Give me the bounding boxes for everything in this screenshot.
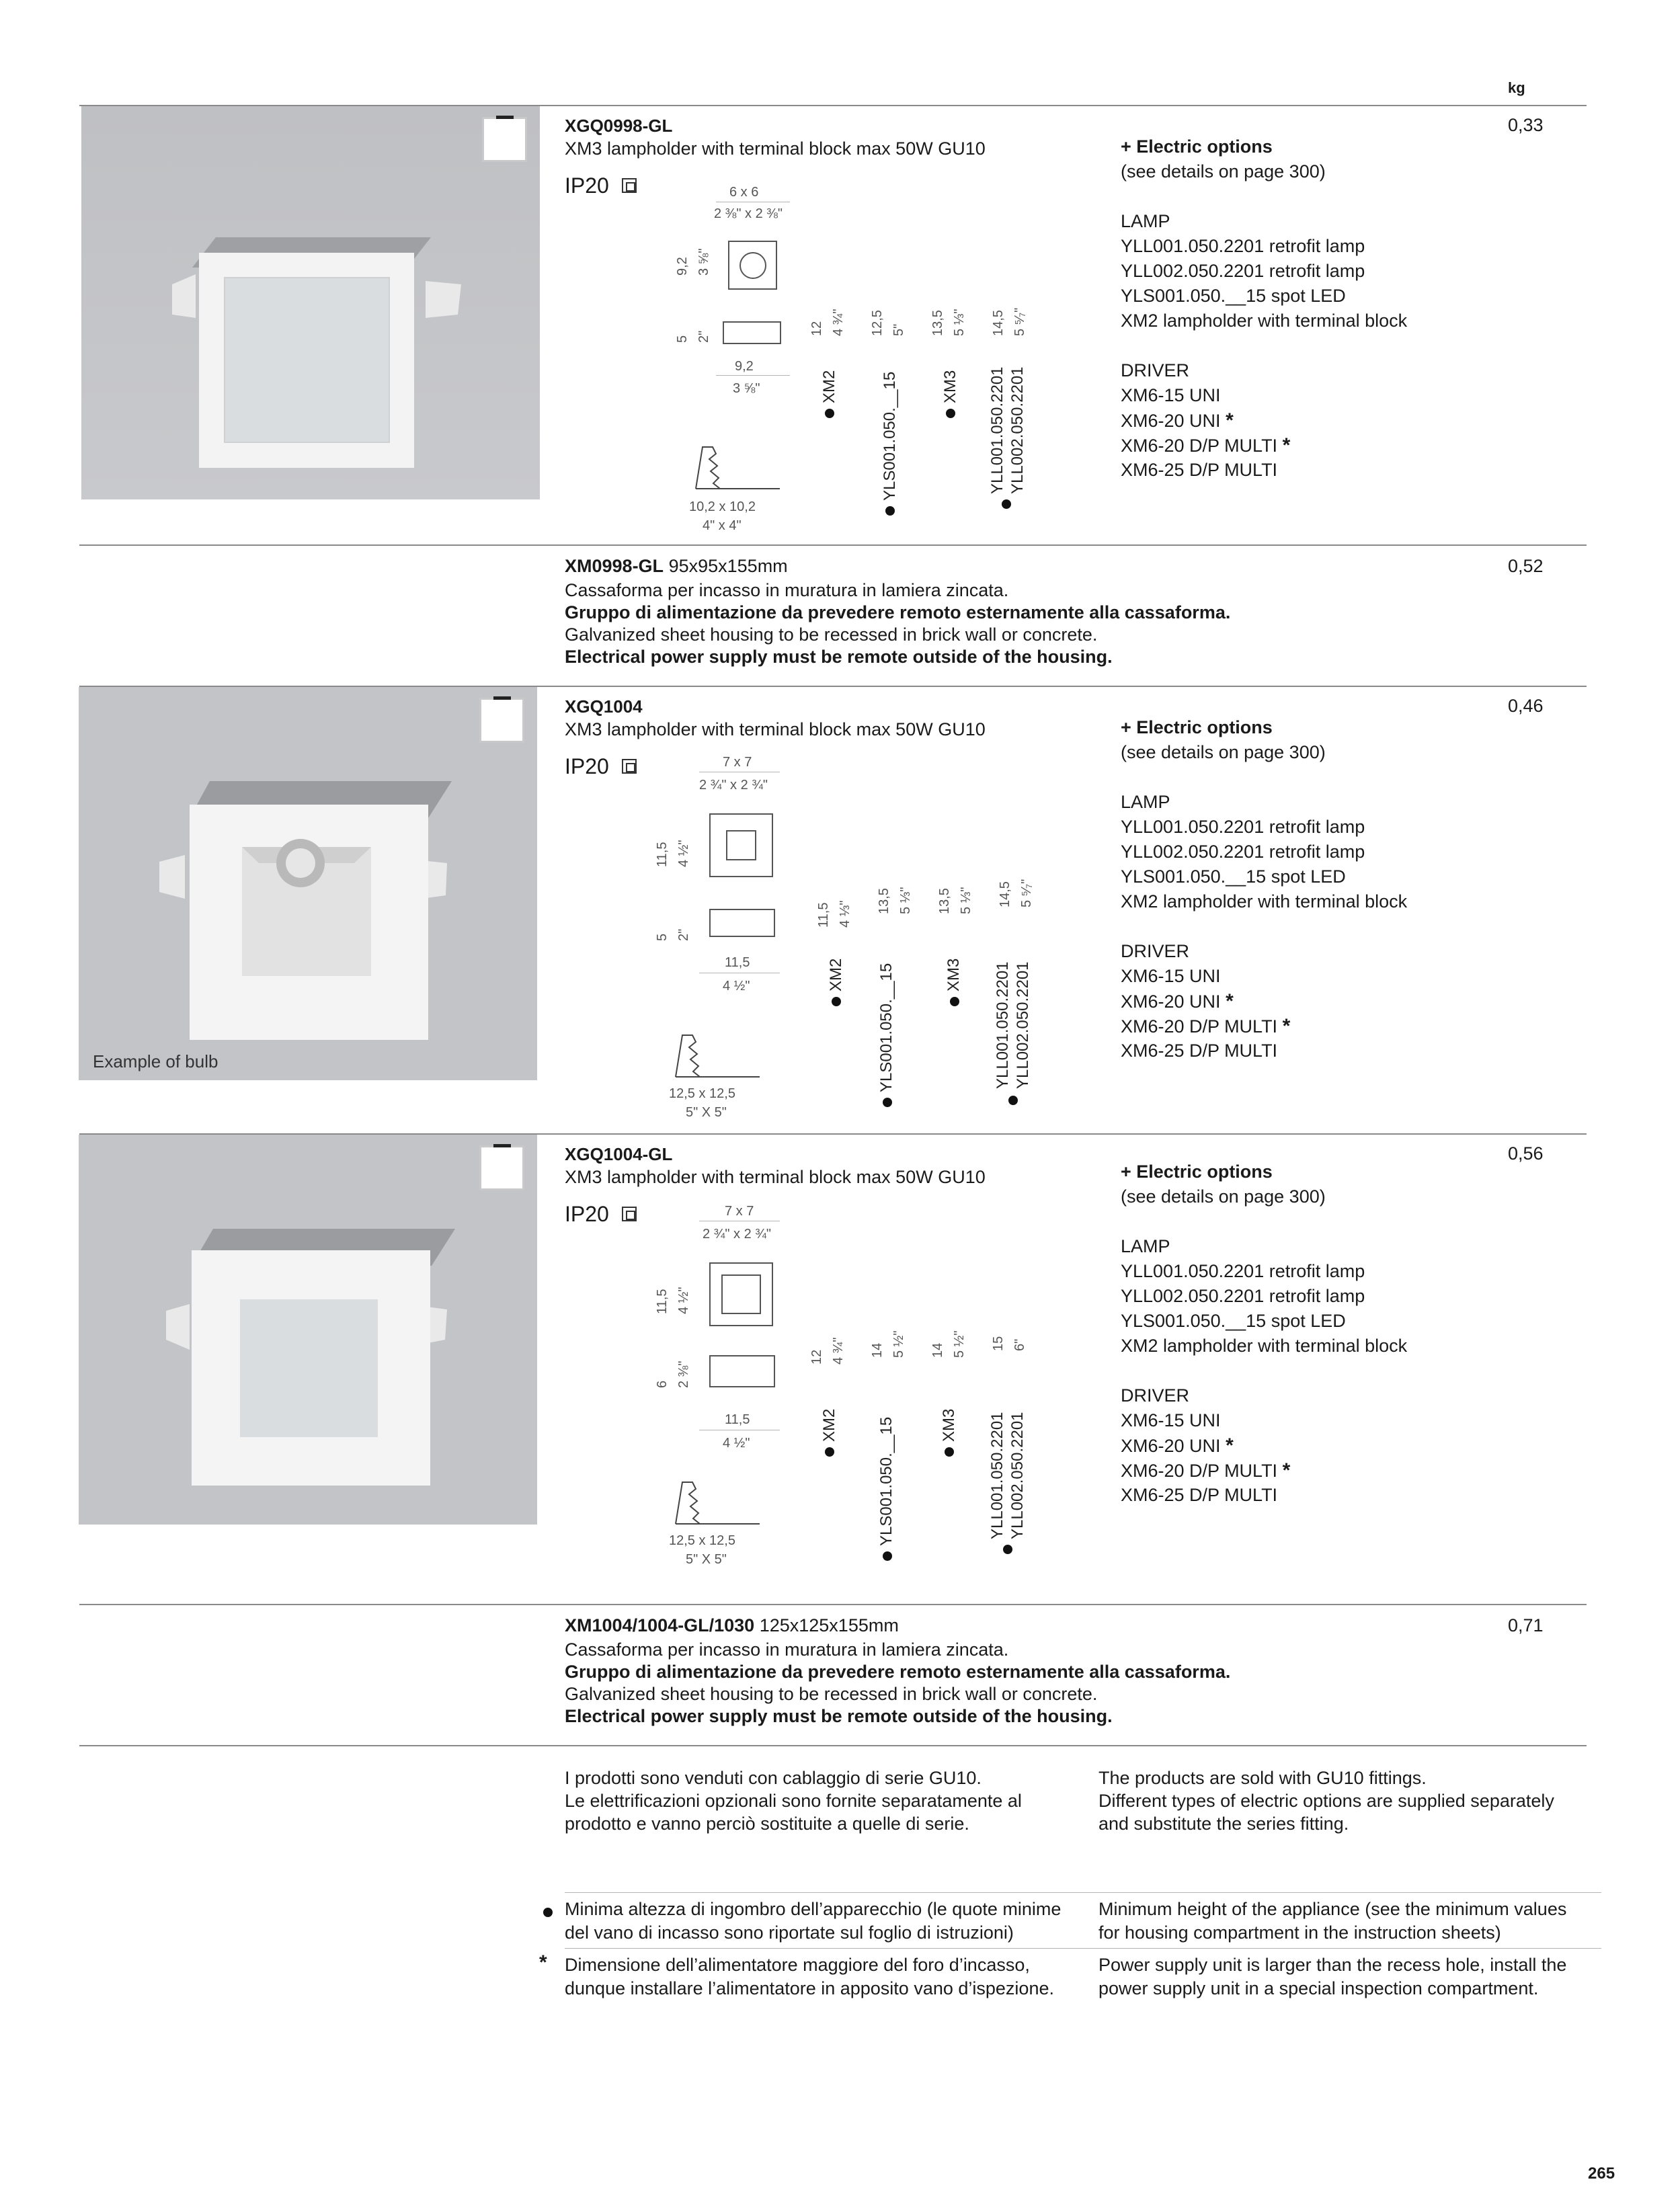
legend-star-it: dunque installare l’alimentatore in apposito vano d’ispezione. [565,1978,1054,1998]
height-xm3-cm: 14 [930,1342,945,1358]
ip-rating: IP20 [565,173,609,198]
lamp-option: YLS001.050.__15 spot LED [1121,1311,1346,1331]
legend-dot-en: Minimum height of the appliance (see the minimum values [1098,1899,1567,1919]
dim-bottom: 11,5 [725,1412,750,1427]
housing-weight: 0,71 [1508,1615,1544,1635]
lamp-option: YLL002.050.2201 retrofit lamp [1121,1286,1365,1306]
height-xm2-cm: 12 [809,1349,824,1365]
lamp-option: YLL001.050.2201 retrofit lamp [1121,236,1365,256]
height-yll-cm: 14,5 [998,881,1012,907]
driver-option: XM6-15 UNI [1121,385,1221,405]
dim-top: 7 x 7 [725,1204,754,1219]
frosted-square-fixture-image [81,106,540,499]
height-yll-inch: 6" [1012,1338,1027,1351]
height-xm3-cm: 13,5 [937,888,952,914]
dim-h1: 11,5 [655,842,670,867]
housing-weight: 0,52 [1508,556,1544,576]
lamp-xm2: XM2 [820,1408,838,1442]
legend-dot-it: Minima altezza di ingombro dell’apparecchio (le quote minime [565,1899,1062,1919]
dim-h2: 5 [655,933,670,941]
dim-top-inch: 2 ¾" x 2 ¾" [703,1227,772,1242]
height-yls-inch: 5 ⅓" [898,887,913,914]
lamp-yll1: YLL001.050.2201 [988,1412,1006,1539]
lamp-title: LAMP [1121,211,1170,231]
dim-h2-inch: 2" [676,928,691,941]
dim-h1-inch: 3 ⅝" [696,248,711,276]
electric-options-title: + Electric options [1121,717,1273,737]
dim-hole-inch: 5" X 5" [686,1105,727,1120]
photo-caption: Example of bulb [93,1051,218,1071]
frosted-square-fixture-image [79,1135,537,1525]
min-height-dot [945,1447,954,1457]
min-height-dot [832,997,841,1006]
driver-title: DRIVER [1121,1385,1190,1406]
lamp-xm2: XM2 [820,370,838,403]
height-yls-cm: 12,5 [870,310,885,336]
lamp-yll1: YLL001.050.2201 [994,961,1012,1089]
dim-h1: 11,5 [655,1289,670,1314]
dim-hole: 12,5 x 12,5 [669,1086,735,1101]
lamp-option: YLL002.050.2201 retrofit lamp [1121,261,1365,281]
electric-options-see: (see details on page 300) [1121,1186,1326,1207]
dim-hole: 12,5 x 12,5 [669,1533,735,1548]
min-height-dot [543,1908,553,1917]
min-height-dot [950,997,959,1006]
lamp-option: XM2 lampholder with terminal block [1121,891,1408,911]
height-xm2-inch: 4 ¾" [831,1337,846,1365]
top-view-inner [726,830,756,860]
star-icon: * [1226,409,1234,432]
lamp-yls: YLS001.050.__15 [881,371,899,501]
side-view-drawing [709,1355,775,1387]
height-xm2-inch: 4 ¾" [831,309,846,336]
class-ii-icon [622,178,637,193]
height-yll-cm: 14,5 [991,310,1006,336]
product-weight: 0,33 [1508,115,1544,135]
dim-hole-inch: 4" x 4" [703,518,742,533]
height-yls-inch: 5" [891,323,906,336]
dim-hole: 10,2 x 10,2 [689,499,756,514]
driver-title: DRIVER [1121,360,1190,380]
legend-mid-line [565,1948,1601,1949]
driver-option [1121,1433,1234,1459]
housing-line: Cassaforma per incasso in muratura in lamiera zincata. [565,580,1009,600]
lamp-option: YLL001.050.2201 retrofit lamp [1121,817,1365,837]
housing-size: 95x95x155mm [668,556,788,576]
product-description: XM3 lampholder with terminal block max 50W GU10 [565,138,986,159]
driver-label: XM6-20 UNI [1121,991,1221,1012]
dim-h1-inch: 4 ½" [676,1287,691,1314]
dim-h2-inch: 2" [696,330,711,343]
legend-dot-it: del vano di incasso sono riportate sul foglio di istruzioni) [565,1922,1014,1943]
driver-option: XM6-25 D/P MULTI [1121,460,1278,480]
driver-option [1121,408,1234,434]
electric-options-title: + Electric options [1121,1162,1273,1182]
lamp-title: LAMP [1121,792,1170,812]
product-code: XGQ1004-GL [565,1144,673,1164]
dim-top-inch: 2 ¾" x 2 ¾" [699,778,768,793]
recess-hole-drawing [669,1028,763,1082]
star-icon: * [539,1951,547,1974]
height-xm2-inch: 4 ⅓" [838,900,852,928]
side-view-drawing [709,909,775,937]
min-height-dot [1002,499,1011,509]
housing-line: Galvanized sheet housing to be recessed in brick wall or concrete. [565,1684,1098,1704]
product-code: XGQ0998-GL [565,116,673,136]
dim-h2-inch: 2 ⅜" [676,1361,691,1388]
product-photo-xgq1004 [79,687,537,1080]
lamp-yll1: YLL001.050.2201 [988,366,1006,494]
dim-bottom-inch: 4 ½" [723,1436,750,1451]
min-height-dot [1008,1096,1018,1105]
class-ii-icon [622,759,637,774]
housing-line: Electrical power supply must be remote outside of the housing. [565,1706,1113,1726]
min-height-dot [885,506,895,516]
open-square-fixture-image [79,687,537,1080]
top-view-inner [739,252,766,279]
lamp-option: YLL002.050.2201 retrofit lamp [1121,842,1365,862]
class-ii-icon [622,1207,637,1221]
electric-options-title: + Electric options [1121,136,1273,157]
side-view-drawing [723,321,781,344]
driver-option [1121,1458,1290,1484]
recess-hole-drawing [689,440,783,494]
dim-h2: 6 [655,1380,670,1388]
dim-bottom: 9,2 [735,359,754,374]
electric-options-see: (see details on page 300) [1121,742,1326,762]
star-icon: * [1282,1015,1291,1037]
dim-h1-inch: 4 ½" [676,840,691,867]
driver-option: XM6-25 D/P MULTI [1121,1485,1278,1505]
pictogram-recessed [479,698,524,743]
star-icon: * [1282,1459,1291,1482]
height-xm3-inch: 5 ½" [952,1330,967,1358]
height-yls-cm: 14 [870,1342,885,1358]
pictogram-recessed [482,117,527,162]
height-xm3-inch: 5 ⅓" [952,309,967,336]
min-height-dot [946,409,955,418]
pictogram-recessed [479,1145,524,1190]
driver-label: XM6-20 UNI [1121,1436,1221,1456]
recess-hole-drawing [669,1475,763,1529]
divider [79,1745,1587,1746]
height-yll-inch: 5 ⁵⁄₇" [1012,307,1027,336]
lamp-yll2: YLL002.050.2201 [1008,366,1027,494]
divider [79,1604,1587,1605]
lamp-xm3: XM3 [940,1408,958,1442]
lamp-option: XM2 lampholder with terminal block [1121,311,1408,331]
top-view-inner [721,1274,761,1314]
lamp-xm3: XM3 [945,958,963,991]
lamp-yll2: YLL002.050.2201 [1008,1412,1027,1539]
driver-option: XM6-15 UNI [1121,1410,1221,1430]
housing-size: 125x125x155mm [759,1615,899,1635]
product-weight: 0,46 [1508,696,1544,716]
lamp-option: XM2 lampholder with terminal block [1121,1336,1408,1356]
housing-header [565,1613,899,1638]
dim-bottom-inch: 3 ⅝" [733,381,760,396]
lamp-xm2: XM2 [827,958,845,991]
dim-h2: 5 [675,335,690,343]
page-number: 265 [1588,2164,1615,2183]
lamp-yll2: YLL002.050.2201 [1014,961,1032,1089]
driver-label: XM6-20 D/P MULTI [1121,1461,1278,1481]
note-it: prodotto e vanno perciò sostituite a quelle di serie. [565,1814,969,1834]
lamp-option: YLS001.050.__15 spot LED [1121,866,1346,887]
housing-header [565,554,788,579]
lamp-xm3: XM3 [941,370,959,403]
dim-bottom-inch: 4 ½" [723,979,750,993]
product-photo-xgq0998-gl [81,106,540,499]
dim-h1: 9,2 [675,257,690,276]
height-xm3-cm: 13,5 [930,310,945,336]
min-height-dot [825,409,834,418]
driver-option [1121,1014,1290,1039]
note-en: Different types of electric options are supplied separately [1098,1791,1554,1811]
height-yls-cm: 13,5 [877,888,891,914]
driver-option [1121,989,1234,1014]
legend-star-it: Dimensione dell’alimentatore maggiore del foro d’incasso, [565,1955,1030,1975]
height-xm2-cm: 12 [809,321,824,336]
housing-line: Cassaforma per incasso in muratura in lamiera zincata. [565,1639,1009,1660]
min-height-dot [883,1098,892,1107]
driver-option: XM6-25 D/P MULTI [1121,1041,1278,1061]
star-icon: * [1226,1434,1234,1457]
product-weight: 0,56 [1508,1143,1544,1164]
product-description: XM3 lampholder with terminal block max 50W GU10 [565,719,986,739]
height-yll-cm: 15 [991,1336,1006,1351]
housing-code: XM1004/1004-GL/1030 [565,1615,755,1635]
divider [79,544,1587,546]
legend-top-line [565,1892,1601,1893]
driver-option: XM6-15 UNI [1121,966,1221,986]
height-xm2-cm: 11,5 [816,902,831,928]
electric-options-see: (see details on page 300) [1121,161,1326,181]
driver-label: XM6-20 D/P MULTI [1121,1016,1278,1037]
driver-label: XM6-20 D/P MULTI [1121,436,1278,456]
dim-top: 6 x 6 [729,185,759,200]
dim-top: 7 x 7 [723,755,752,770]
note-it: Le elettrificazioni opzionali sono fornite separatamente al [565,1791,1022,1811]
housing-line: Gruppo di alimentazione da prevedere remoto esternamente alla cassaforma. [565,602,1231,622]
lamp-yls: YLS001.050.__15 [877,963,895,1092]
legend-star-en: power supply unit in a special inspection compartment. [1098,1978,1539,1998]
min-height-dot [883,1551,892,1561]
housing-code: XM0998-GL [565,556,664,576]
housing-line: Gruppo di alimentazione da prevedere remoto esternamente alla cassaforma. [565,1662,1231,1682]
product-photo-xgq1004-gl [79,1135,537,1525]
weight-unit-header: kg [1508,79,1525,96]
star-icon: * [1226,990,1234,1012]
housing-line: Galvanized sheet housing to be recessed in brick wall or concrete. [565,624,1098,645]
star-icon: * [1282,434,1291,456]
lamp-option: YLS001.050.__15 spot LED [1121,286,1346,306]
ip-rating: IP20 [565,754,609,778]
dim-top-inch: 2 ⅜" x 2 ⅜" [714,206,783,221]
ip-rating: IP20 [565,1202,609,1226]
dim-bottom: 11,5 [725,955,750,970]
height-xm3-inch: 5 ⅓" [959,887,973,914]
lamp-option: YLL001.050.2201 retrofit lamp [1121,1261,1365,1281]
legend-dot-en: for housing compartment in the instruction sheets) [1098,1922,1501,1943]
min-height-dot [1003,1545,1012,1554]
lamp-yls: YLS001.050.__15 [877,1416,895,1546]
min-height-dot [825,1447,834,1457]
height-yls-inch: 5 ½" [891,1330,906,1358]
product-code: XGQ1004 [565,696,643,717]
lamp-title: LAMP [1121,1236,1170,1256]
note-it: I prodotti sono venduti con cablaggio di serie GU10. [565,1768,982,1788]
housing-line: Electrical power supply must be remote outside of the housing. [565,647,1113,667]
product-description: XM3 lampholder with terminal block max 50W GU10 [565,1167,986,1187]
driver-title: DRIVER [1121,941,1190,961]
legend-star-en: Power supply unit is larger than the recess hole, install the [1098,1955,1567,1975]
note-en: The products are sold with GU10 fittings. [1098,1768,1427,1788]
dim-hole-inch: 5" X 5" [686,1552,727,1567]
driver-option [1121,433,1290,458]
driver-label: XM6-20 UNI [1121,411,1221,431]
dim-line [716,375,790,376]
note-en: and substitute the series fitting. [1098,1814,1349,1834]
height-yll-inch: 5 ⁵⁄₇" [1019,879,1034,907]
